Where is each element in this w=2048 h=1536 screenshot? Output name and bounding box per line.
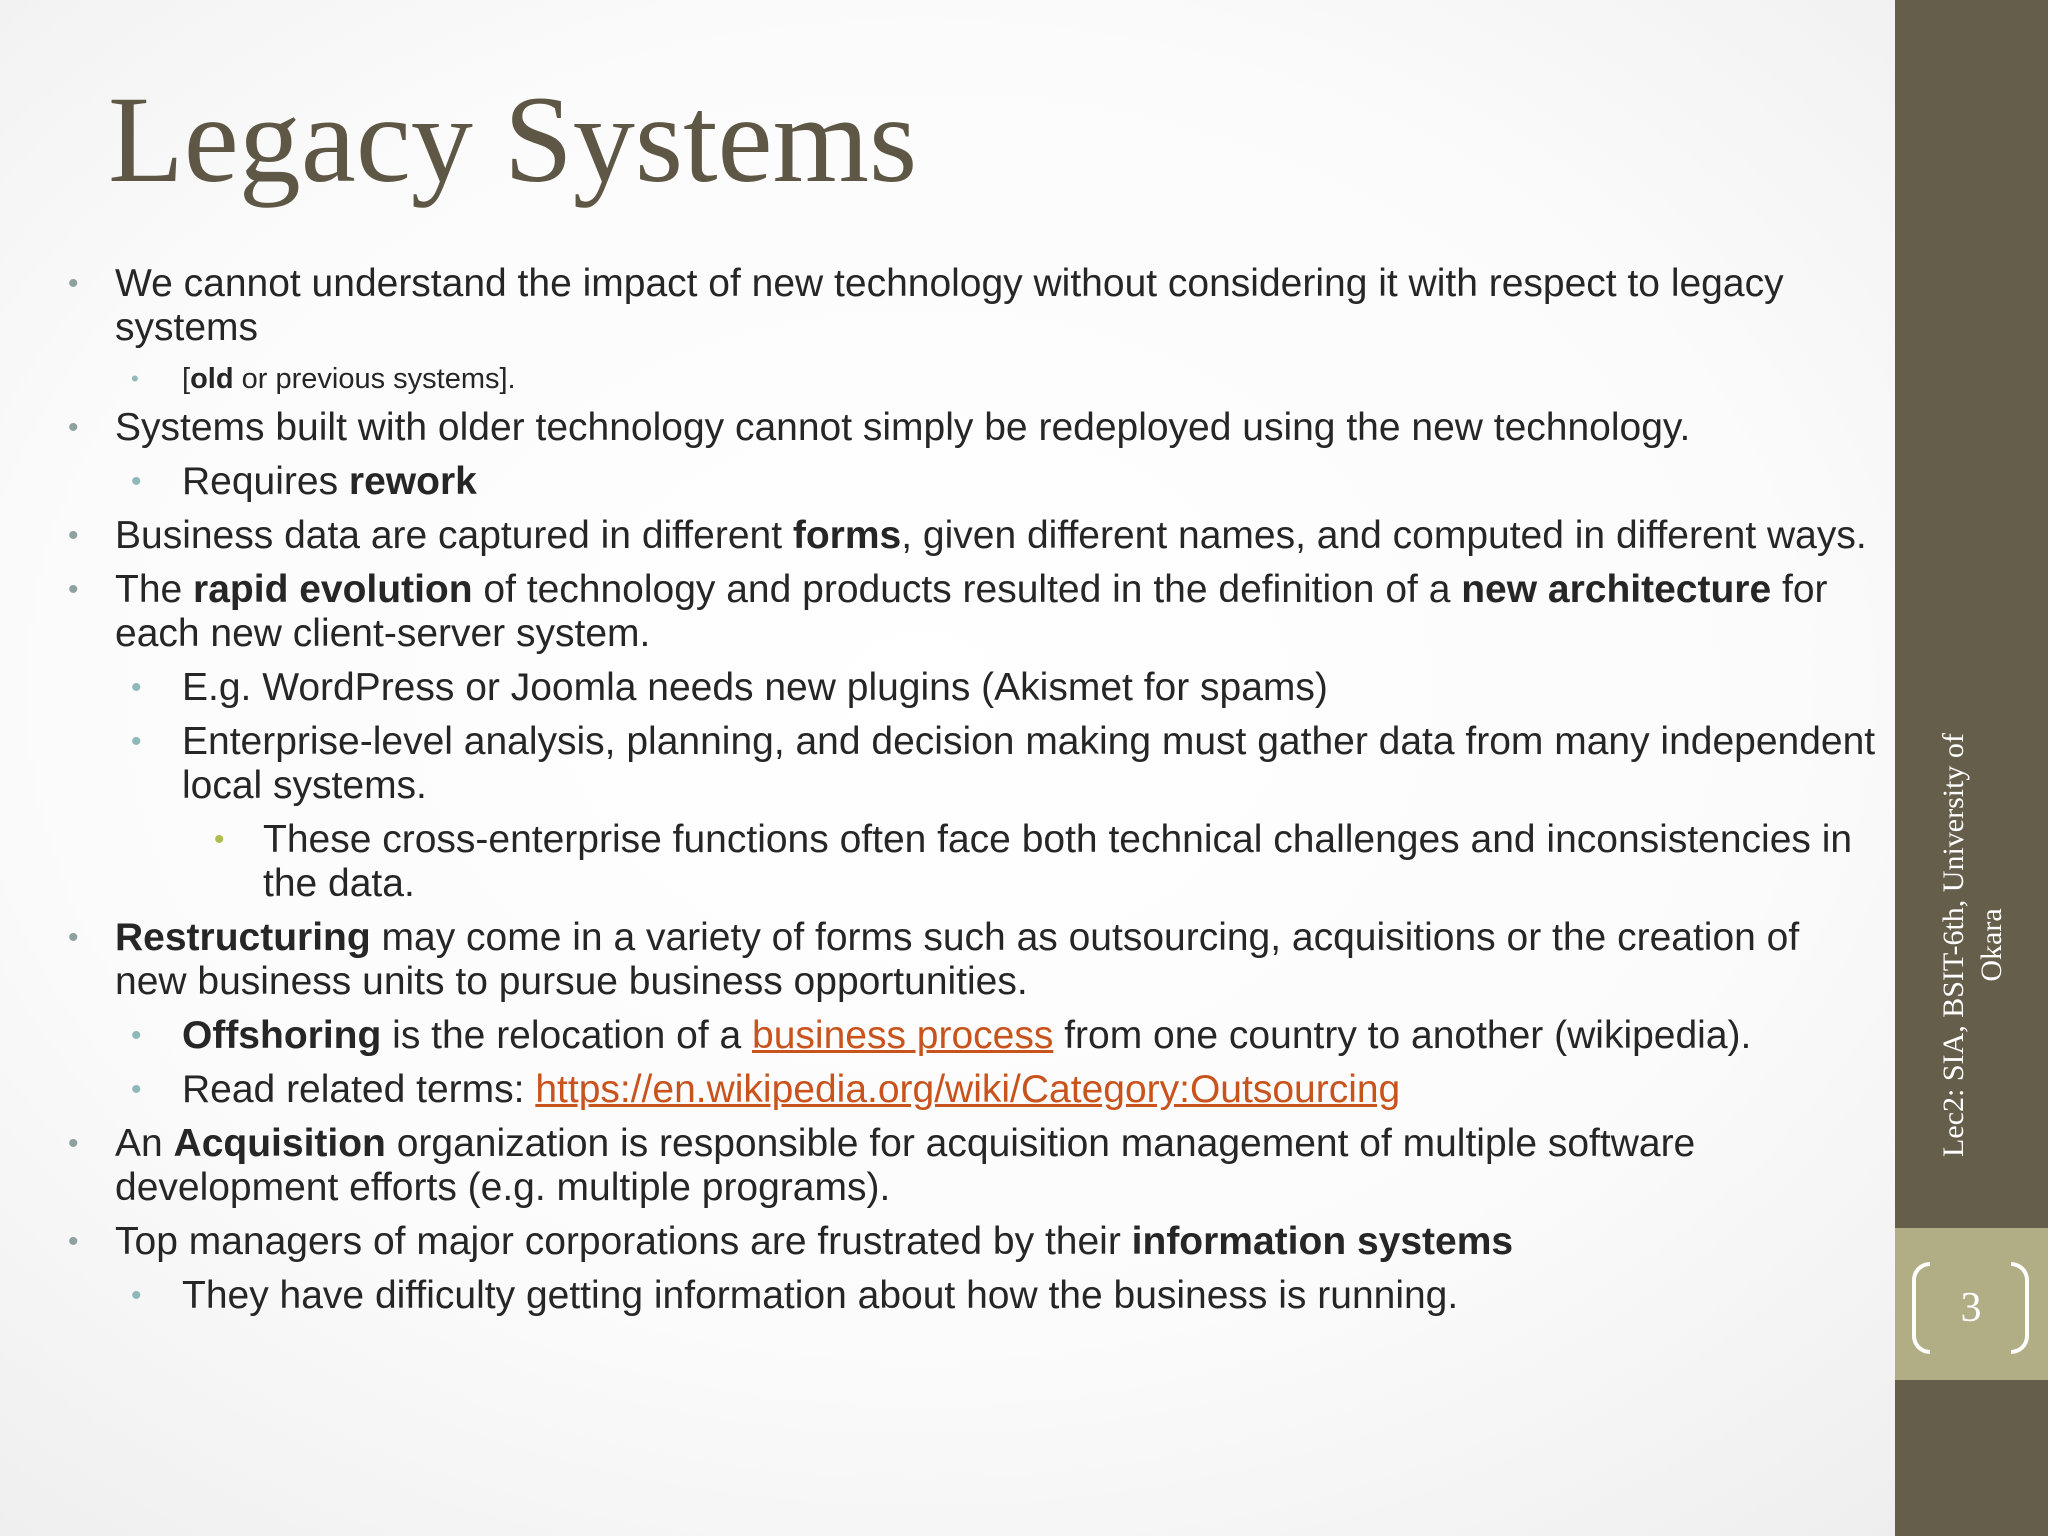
bold-acquisition: Acquisition [173, 1122, 386, 1165]
sub-bullet-old-systems [0, 360, 1880, 398]
sub-bullet-rework [0, 460, 1880, 504]
bullet-text: Top managers of major corporations are frustrated by their [115, 1220, 1132, 1263]
bullet-text: An [115, 1122, 174, 1165]
bullet-restructuring [0, 916, 1880, 1004]
bullet-marker: • [131, 1073, 142, 1106]
bullet-marker: • [68, 1225, 79, 1258]
bullet-text: Read related terms: [182, 1068, 536, 1111]
bold-rework: rework [348, 460, 477, 503]
bullet-marker: • [68, 519, 79, 552]
bullet-marker: • [131, 1019, 142, 1052]
bullet-text: The [115, 568, 194, 611]
bold-information-systems: information systems [1131, 1220, 1514, 1263]
bullet-text: from one country to another (wikipedia). [1053, 1014, 1752, 1057]
sub-bullet-difficulty [0, 1274, 1880, 1318]
bullet-marker: • [214, 823, 225, 856]
bullet-business-data [0, 514, 1880, 558]
bullet-text: organization is responsible for acquisition management of multiple software development efforts (e.g. multiple programs). [115, 1122, 1696, 1209]
sub-bullet-offshoring [0, 1014, 1880, 1058]
bullet-legacy-impact [0, 262, 1880, 350]
bold-new-architecture: new architecture [1461, 568, 1772, 611]
bullet-acquisition [0, 1122, 1880, 1210]
bullet-marker: • [68, 921, 79, 954]
outsourcing-category-link[interactable]: https://en.wikipedia.org/wiki/Category:Outsourcing [535, 1068, 1401, 1111]
bullet-text: E.g. WordPress or Joomla needs new plugins (Akismet for spams) [182, 666, 1328, 709]
bold-old: old [190, 363, 234, 395]
bullet-list [0, 262, 1880, 1328]
slide-title: Legacy Systems [108, 71, 918, 208]
bold-forms: forms [792, 514, 902, 557]
bullet-text: for each new client-server system. [115, 568, 1828, 655]
bold-offshoring: Offshoring [182, 1014, 382, 1057]
bracket-text: [ [182, 363, 191, 395]
bullet-text: is the relocation of a [381, 1014, 753, 1057]
sub-bullet-related-terms [0, 1068, 1880, 1112]
page-number: 3 [1960, 1285, 1982, 1331]
bullet-text: Systems built with older technology cannot simply be redeployed using the new technology. [115, 406, 1691, 449]
bullet-older-technology [0, 406, 1880, 450]
bullet-text: Business data are captured in different [115, 514, 793, 557]
bullet-marker: • [68, 1127, 79, 1160]
bold-rapid-evolution: rapid evolution [193, 568, 473, 611]
bullet-text: of technology and products resulted in the definition of a [472, 568, 1462, 611]
footer-text: Lec2: SIA, BSIT-6th, University of Okara [1937, 733, 2008, 1157]
bullet-text: , given different names, and computed in different ways. [901, 514, 1867, 557]
bullet-rapid-evolution [0, 568, 1880, 656]
bullet-text: Requires [182, 460, 349, 503]
footer-container [1928, 702, 2018, 1188]
bullet-marker: • [131, 465, 142, 498]
right-brace-icon [2011, 1262, 2029, 1354]
bold-restructuring: Restructuring [115, 916, 371, 959]
bullet-marker: • [131, 671, 142, 704]
sub-bullet-wordpress [0, 666, 1880, 710]
bullet-marker: • [131, 366, 139, 391]
bullet-text: We cannot understand the impact of new technology without considering it with respect to legacy systems [115, 262, 1784, 349]
bullet-marker: • [131, 725, 142, 758]
bullet-text: Enterprise-level analysis, planning, and decision making must gather data from many independent local systems. [182, 720, 1876, 807]
bullet-marker: • [68, 411, 79, 444]
bullet-text: They have difficulty getting information about how the business is running. [182, 1274, 1459, 1317]
bullet-text: or previous systems]. [233, 363, 516, 395]
sub-sub-bullet-cross-enterprise [0, 818, 1880, 906]
business-process-link[interactable]: business process [752, 1014, 1054, 1057]
sub-bullet-enterprise [0, 720, 1880, 808]
bullet-text: These cross-enterprise functions often face both technical challenges and inconsistencies in the data. [263, 818, 1853, 905]
bullet-marker: • [68, 267, 79, 300]
bullet-top-managers [0, 1220, 1880, 1264]
bullet-text: may come in a variety of forms such as outsourcing, acquisitions or the creation of new business units to pursue business opportunities. [115, 916, 1800, 1003]
left-brace-icon [1912, 1262, 1930, 1354]
bullet-marker: • [68, 573, 79, 606]
bullet-marker: • [131, 1279, 142, 1312]
